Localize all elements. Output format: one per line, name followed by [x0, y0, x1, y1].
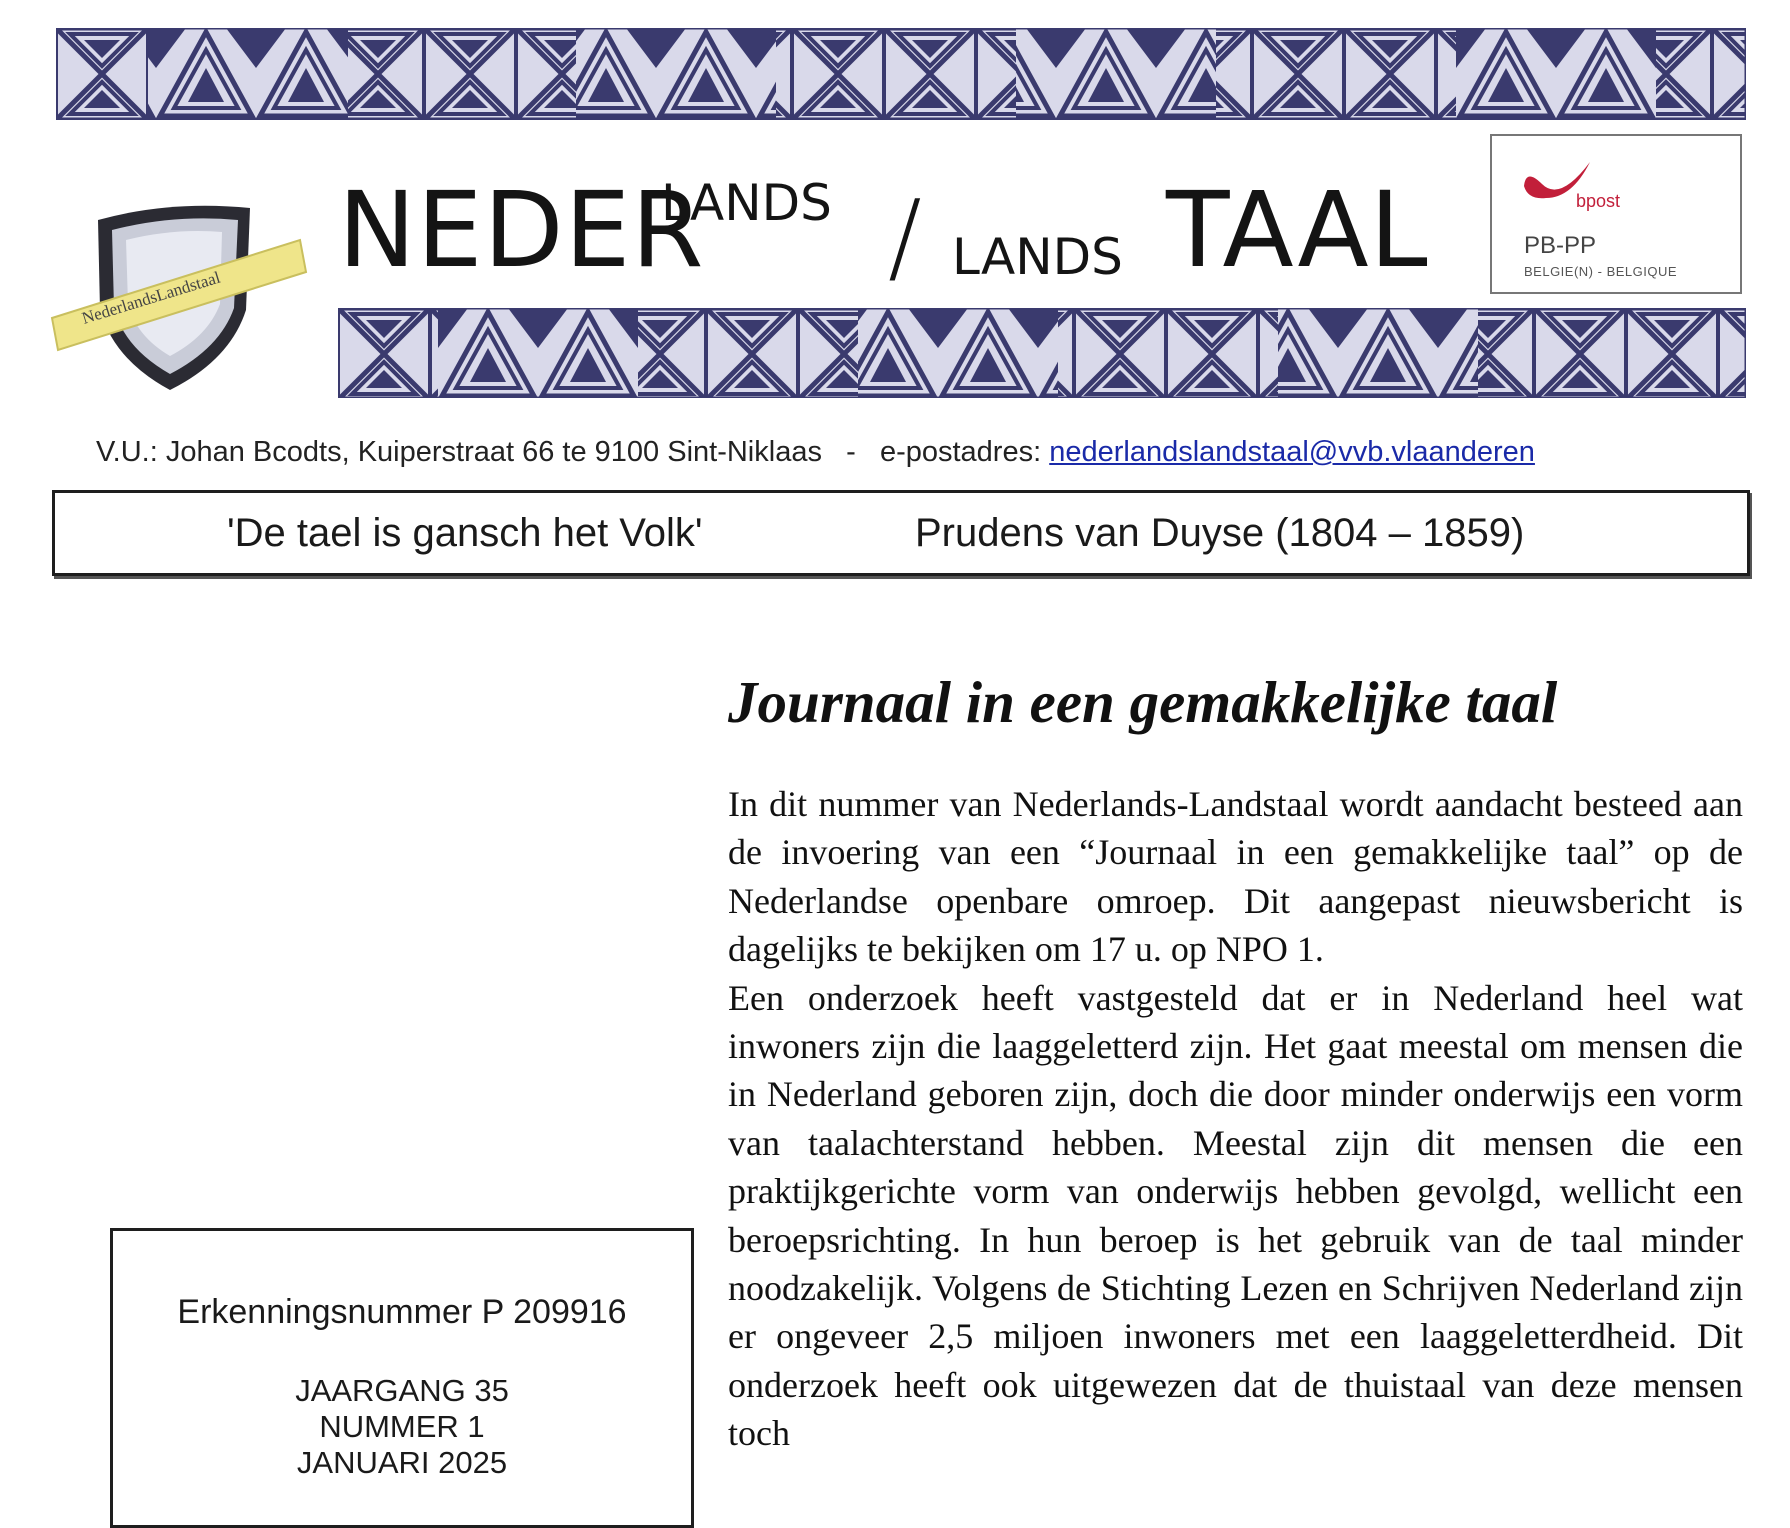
publisher-label: V.U.: Johan Bcodts, Kuiperstraat 66 te 9100 Sint-Niklaas - e-postadres:	[96, 436, 1050, 468]
issue-date: JANUARI 2025	[296, 1445, 508, 1480]
article-body	[728, 780, 1743, 1458]
issue-number: NUMMER 1	[319, 1409, 485, 1444]
article-paragraph-2: Een onderzoek heeft vastgesteld dat er in Nederland heel wat inwoners zijn die laaggeletterd zijn. Het gaat meestal om mensen die in Nederland geboren zijn, doch die door minder onderwijs een vorm van taalachterstand hebben. Meestal zijn dit mensen die een praktijkgerichte vorm van onderwijs hebben gevolgd, wellicht een beroepsrichting. In hun beroep is het gebruik van de taal minder noodzakelijk. Volgens de Stichting Lezen en Schrijven Nederland zijn er ongeveer 2,5 miljoen inwoners met een laaggeletterdheid. Dit onderzoek heeft ook uitgewezen dat de thuistaal van deze mensen toch	[728, 977, 1743, 1454]
shield-ribbon-text: NederlandsLandstaal	[79, 267, 223, 328]
recognition-number: Erkenningsnummer P 209916	[177, 1293, 627, 1331]
bpost-brand: bpost	[1576, 191, 1621, 211]
quote-author: Prudens van Duyse (1804 – 1859)	[915, 511, 1525, 555]
postage-country: BELGIE(N) - BELGIQUE	[1524, 264, 1678, 279]
article-headline: Journaal in een gemakkelijke taal	[728, 669, 1558, 735]
postage-stamp	[1490, 134, 1742, 294]
decorative-band-bottom	[338, 308, 1746, 398]
quote-box	[52, 490, 1750, 576]
title-slash: /	[888, 178, 922, 295]
publisher-line	[96, 436, 1535, 469]
postage-code: PB-PP	[1524, 232, 1597, 259]
issue-info-box	[110, 1228, 694, 1528]
article-paragraph-1: In dit nummer van Nederlands-Landstaal wordt aandacht besteed aan de invoering van een “Journaal in een gemakkelijke taal” op de Nederlandse openbare omroep. Dit aangepast nieuwsbericht is dagelijks te bekijken om 17 u. op NPO 1.	[728, 784, 1743, 970]
quote-text: 'De tael is gansch het Volk'	[227, 511, 703, 555]
email-link[interactable]: nederlandslandstaal@vvb.vlaanderen	[1049, 436, 1535, 468]
title-neder: NEDER	[338, 169, 705, 291]
decorative-band-top	[56, 28, 1746, 120]
volume-label: JAARGANG 35	[295, 1373, 509, 1408]
title-lands-superscript: LANDS	[661, 174, 832, 232]
title-lands-subscript: LANDS	[952, 228, 1123, 286]
shield-logo	[50, 200, 310, 400]
title-taal: TAAL	[1166, 169, 1429, 291]
